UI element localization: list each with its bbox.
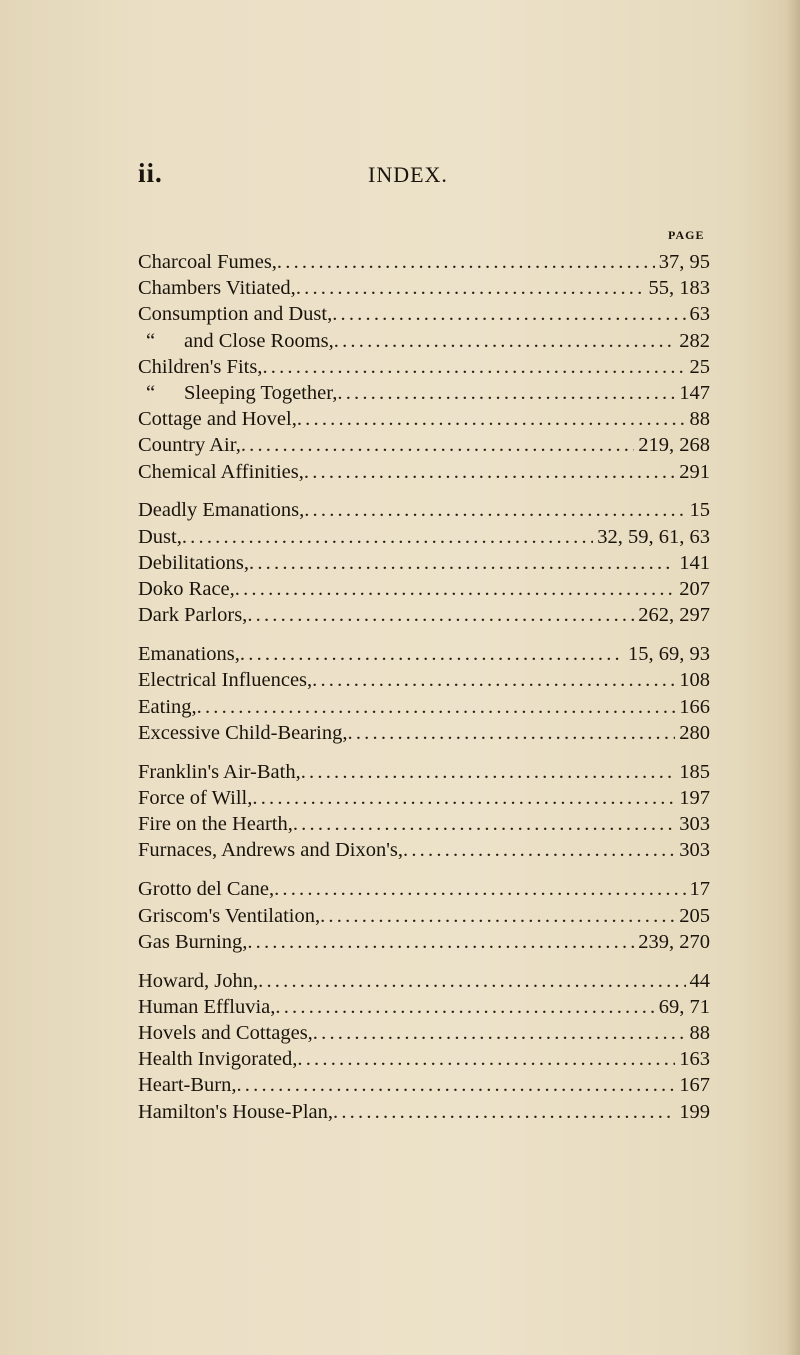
index-entry bbox=[138, 837, 710, 863]
dot-leader bbox=[262, 354, 685, 380]
index-entry bbox=[138, 1020, 710, 1046]
index-term: Electrical Influences, bbox=[138, 669, 313, 692]
index-entry bbox=[138, 301, 710, 327]
index-pages: 199 bbox=[679, 1100, 710, 1123]
index-term: Howard, John, bbox=[138, 969, 259, 992]
index-term: Chemical Affinities, bbox=[138, 460, 304, 483]
index-entry bbox=[138, 994, 710, 1020]
index-term: Country Air, bbox=[138, 434, 241, 457]
index-entry bbox=[138, 328, 710, 354]
running-header bbox=[138, 158, 698, 188]
index-pages: 207 bbox=[679, 578, 710, 601]
index-term: Griscom's Ventilation, bbox=[138, 904, 321, 927]
ditto-mark: “ bbox=[146, 381, 156, 404]
index-pages: 185 bbox=[679, 760, 710, 783]
index-term: Charcoal Fumes, bbox=[138, 251, 277, 273]
page-edge-shadow bbox=[786, 0, 800, 1355]
index-pages: 280 bbox=[679, 721, 710, 744]
dot-leader bbox=[296, 275, 645, 301]
index-pages: 167 bbox=[679, 1074, 710, 1097]
index-entry bbox=[138, 406, 710, 432]
dot-leader bbox=[182, 524, 593, 550]
dot-leader bbox=[297, 406, 686, 432]
index-pages: 32, 59, 61, 63 bbox=[597, 525, 710, 548]
index-term: Excessive Child-Bearing, bbox=[138, 721, 348, 744]
index-entry bbox=[138, 497, 710, 523]
dot-leader bbox=[258, 968, 685, 994]
dot-leader bbox=[301, 759, 676, 785]
index-term: Debilitations, bbox=[138, 551, 250, 574]
index-term: Chambers Vitiated, bbox=[138, 277, 296, 300]
index-entry bbox=[138, 550, 710, 576]
index-term: Force of Will, bbox=[138, 786, 253, 809]
index-pages: 17 bbox=[689, 878, 710, 901]
dot-leader bbox=[332, 301, 685, 327]
index-term: Emanations, bbox=[138, 643, 240, 666]
dot-leader bbox=[275, 994, 654, 1020]
dot-leader bbox=[274, 876, 685, 902]
index-term-text: Sleeping Together, bbox=[184, 381, 338, 404]
index-pages: 37, 95 bbox=[658, 251, 710, 273]
index-pages: 262, 297 bbox=[638, 604, 710, 627]
dot-leader bbox=[348, 720, 676, 746]
index-pages: 88 bbox=[689, 408, 710, 431]
index-term: Furnaces, Andrews and Dixon's, bbox=[138, 839, 404, 862]
index-entry bbox=[138, 576, 710, 602]
page-column-label: PAGE bbox=[668, 228, 705, 242]
dot-leader bbox=[403, 837, 675, 863]
index-pages: 166 bbox=[679, 695, 710, 718]
index-term: Hovels and Cottages, bbox=[138, 1022, 313, 1045]
index-entry bbox=[138, 459, 710, 485]
index-entry bbox=[138, 876, 710, 902]
index-pages: 108 bbox=[679, 669, 710, 692]
index-term: Deadly Emanations, bbox=[138, 499, 305, 522]
index-entry bbox=[138, 720, 710, 746]
index-entry bbox=[138, 968, 710, 994]
dot-leader bbox=[240, 641, 624, 667]
index-entry bbox=[138, 1099, 710, 1125]
dot-leader bbox=[304, 459, 675, 485]
index-entry bbox=[138, 903, 710, 929]
dot-leader bbox=[236, 1072, 675, 1098]
dot-leader bbox=[247, 929, 634, 955]
dot-leader bbox=[313, 1020, 686, 1046]
index-term: Children's Fits, bbox=[138, 355, 263, 378]
index-entries bbox=[138, 249, 710, 1125]
index-pages: 69, 71 bbox=[658, 995, 710, 1018]
index-entry bbox=[138, 759, 710, 785]
index-entry bbox=[138, 1072, 710, 1098]
index-term: Gas Burning, bbox=[138, 930, 248, 953]
index-pages: 15 bbox=[689, 499, 710, 522]
dot-leader bbox=[297, 1046, 675, 1072]
index-entry bbox=[138, 432, 710, 458]
index-pages: 141 bbox=[679, 551, 710, 574]
index-term bbox=[138, 380, 337, 406]
dot-leader bbox=[241, 432, 634, 458]
index-entry bbox=[138, 641, 710, 667]
index-term: Health Invigorated, bbox=[138, 1048, 298, 1071]
running-title: INDEX. bbox=[368, 162, 448, 187]
index-pages: 219, 268 bbox=[638, 434, 710, 457]
index-term: Cottage and Hovel, bbox=[138, 408, 297, 431]
dot-leader bbox=[277, 249, 655, 275]
index-term: Hamilton's House-Plan, bbox=[138, 1100, 334, 1123]
index-pages: 303 bbox=[679, 839, 710, 862]
dot-leader bbox=[293, 811, 675, 837]
index-entry bbox=[138, 275, 710, 301]
page-number: ii. bbox=[138, 158, 163, 188]
index-pages: 282 bbox=[679, 329, 710, 352]
dot-leader bbox=[249, 550, 675, 576]
dot-leader bbox=[304, 497, 685, 523]
index-pages: 197 bbox=[679, 786, 710, 809]
dot-leader bbox=[247, 602, 634, 628]
index-pages: 291 bbox=[679, 460, 710, 483]
index-entry bbox=[138, 354, 710, 380]
index-term: Dark Parlors, bbox=[138, 604, 248, 627]
index-pages: 88 bbox=[689, 1022, 710, 1045]
index-entry bbox=[138, 249, 710, 275]
index-pages: 239, 270 bbox=[638, 930, 710, 953]
dot-leader bbox=[312, 667, 675, 693]
dot-leader bbox=[334, 328, 675, 354]
index-term: Grotto del Cane, bbox=[138, 878, 275, 901]
ditto-mark: “ bbox=[146, 329, 156, 352]
index-pages: 55, 183 bbox=[648, 277, 710, 300]
index-pages: 44 bbox=[689, 969, 710, 992]
index-term: Franklin's Air-Bath, bbox=[138, 760, 301, 783]
index-entry bbox=[138, 380, 710, 406]
index-term bbox=[138, 328, 334, 354]
dot-leader bbox=[197, 694, 676, 720]
index-entry bbox=[138, 694, 710, 720]
index-entry bbox=[138, 785, 710, 811]
dot-leader bbox=[235, 576, 675, 602]
index-term: Doko Race, bbox=[138, 578, 235, 601]
index-pages: 163 bbox=[679, 1048, 710, 1071]
index-entry bbox=[138, 1046, 710, 1072]
index-term-text: and Close Rooms, bbox=[184, 329, 334, 352]
index-pages: 15, 69, 93 bbox=[628, 643, 710, 666]
index-term: Consumption and Dust, bbox=[138, 303, 333, 326]
index-entry bbox=[138, 602, 710, 628]
index-entry bbox=[138, 667, 710, 693]
index-entry bbox=[138, 929, 710, 955]
index-pages: 303 bbox=[679, 813, 710, 836]
index-entry bbox=[138, 811, 710, 837]
index-term: Dust, bbox=[138, 525, 182, 548]
index-term: Fire on the Hearth, bbox=[138, 813, 293, 836]
dot-leader bbox=[333, 1099, 675, 1125]
index-pages: 25 bbox=[689, 355, 710, 378]
dot-leader bbox=[337, 380, 675, 406]
index-pages: 63 bbox=[689, 303, 710, 326]
index-term: Human Effluvia, bbox=[138, 995, 276, 1018]
index-pages: 147 bbox=[679, 381, 710, 404]
index-term: Eating, bbox=[138, 695, 197, 718]
dot-leader bbox=[320, 903, 675, 929]
index-entry bbox=[138, 524, 710, 550]
index-term: Heart-Burn, bbox=[138, 1074, 237, 1097]
index-pages: 205 bbox=[679, 904, 710, 927]
dot-leader bbox=[252, 785, 675, 811]
